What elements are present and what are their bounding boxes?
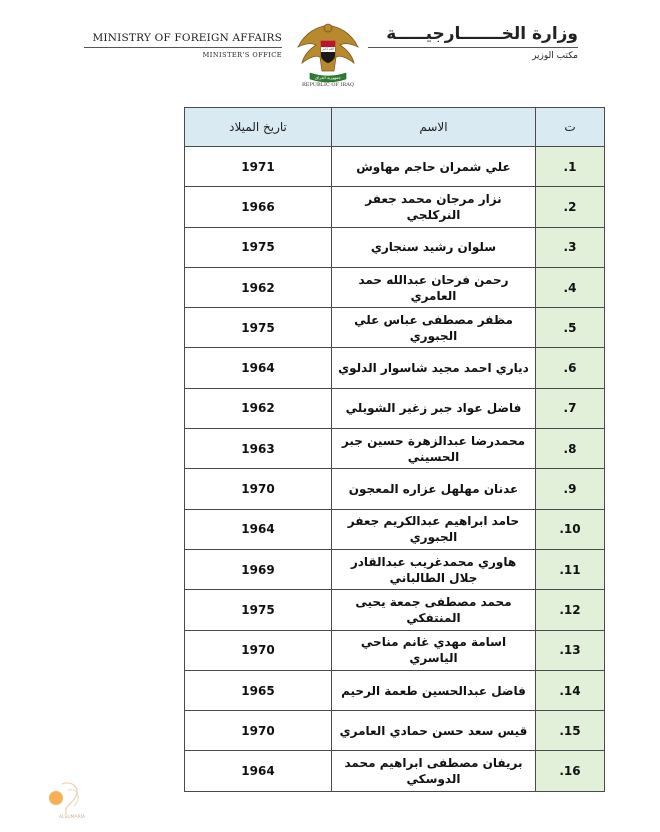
row-birth-year: 1966 (185, 187, 332, 227)
table-body (185, 147, 605, 792)
table-row (185, 348, 605, 388)
row-birth-year: 1970 (185, 711, 332, 751)
names-table (184, 107, 605, 792)
row-number: 2. (536, 187, 605, 227)
row-number: 1. (536, 147, 605, 187)
row-birth-year: 1965 (185, 670, 332, 710)
row-name: عدنان مهلهل عزاره المعجون (332, 469, 536, 509)
row-birth-year: 1964 (185, 509, 332, 549)
row-number: 10. (536, 509, 605, 549)
emblem-banner-text: جمهورية العراق (315, 75, 341, 80)
table-row (185, 388, 605, 428)
header-birth-date: تاريخ الميلاد (185, 108, 332, 147)
header-number: ت (536, 108, 605, 147)
emblem-takbir: الله أكبر (322, 47, 334, 51)
table-row (185, 509, 605, 549)
row-number: 5. (536, 308, 605, 348)
row-number: 12. (536, 590, 605, 630)
row-name: قيس سعد حسن حمادي العامري (332, 711, 536, 751)
row-name: فاضل عبدالحسين طعمة الرحيم (332, 670, 536, 710)
row-name: دياري احمد مجيد شاسوار الدلوي (332, 348, 536, 388)
republic-of-iraq-caption: REPUBLIC OF IRAQ (302, 82, 354, 88)
row-name: بريفان مصطفى ابراهيم محمد الدوسكي (332, 751, 536, 791)
letterhead (0, 0, 660, 100)
row-birth-year: 1964 (185, 751, 332, 791)
ministry-name-arabic: وزارة الخـــــــارجيـــــة (386, 24, 578, 44)
row-name: سلوان رشيد سنجاري (332, 227, 536, 267)
ministry-name-english: MINISTRY OF FOREIGN AFFAIRS (92, 32, 282, 44)
row-name: فاضل عواد جبر زغير الشويلي (332, 388, 536, 428)
row-name: رحمن فرحان عبدالله حمد العامري (332, 267, 536, 307)
table-row (185, 227, 605, 267)
row-number: 15. (536, 711, 605, 751)
row-birth-year: 1975 (185, 227, 332, 267)
row-name: اسامة مهدي غانم مناحي الياسري (332, 630, 536, 670)
divider (84, 47, 282, 48)
row-number: 16. (536, 751, 605, 791)
table-row (185, 187, 605, 227)
header-name: الاسم (332, 108, 536, 147)
row-birth-year: 1964 (185, 348, 332, 388)
row-birth-year: 1971 (185, 147, 332, 187)
office-name-english: MINISTER'S OFFICE (202, 51, 282, 59)
row-birth-year: 1970 (185, 469, 332, 509)
row-name: محمد مصطفى جمعة يحيى المنتفكي (332, 590, 536, 630)
row-name: حامد ابراهيم عبدالكريم جعفر الجبوري (332, 509, 536, 549)
row-name: محمدرضا عبدالزهرة حسين جبر الحسيني (332, 429, 536, 469)
table-row (185, 590, 605, 630)
row-birth-year: 1970 (185, 630, 332, 670)
english-letterhead (84, 32, 282, 59)
table-row (185, 670, 605, 710)
table-row (185, 308, 605, 348)
row-number: 11. (536, 549, 605, 589)
row-birth-year: 1962 (185, 267, 332, 307)
table-row (185, 147, 605, 187)
row-number: 7. (536, 388, 605, 428)
row-number: 6. (536, 348, 605, 388)
table-row (185, 429, 605, 469)
table-row (185, 630, 605, 670)
table-header-row (185, 108, 605, 147)
alsumaria-watermark-logo (42, 776, 102, 822)
row-birth-year: 1975 (185, 590, 332, 630)
row-name: هاوري محمدغريب عبدالقادر جلال الطالباني (332, 549, 536, 589)
row-number: 9. (536, 469, 605, 509)
table-row (185, 549, 605, 589)
row-birth-year: 1969 (185, 549, 332, 589)
row-number: 14. (536, 670, 605, 710)
row-birth-year: 1975 (185, 308, 332, 348)
table-row (185, 267, 605, 307)
row-birth-year: 1962 (185, 388, 332, 428)
row-number: 13. (536, 630, 605, 670)
row-name: مظفر مصطفى عباس علي الجبوري (332, 308, 536, 348)
row-birth-year: 1963 (185, 429, 332, 469)
table-row (185, 469, 605, 509)
table-row (185, 711, 605, 751)
office-name-arabic: مكتب الوزير (532, 51, 578, 61)
row-name: نزار مرجان محمد جعفر النركلجي (332, 187, 536, 227)
divider (368, 47, 578, 48)
row-name: علي شمران حاجم مهاوش (332, 147, 536, 187)
table-row (185, 751, 605, 791)
row-number: 4. (536, 267, 605, 307)
row-number: 8. (536, 429, 605, 469)
row-number: 3. (536, 227, 605, 267)
arabic-letterhead (368, 24, 578, 61)
watermark-label: ALSUMARIA (58, 815, 86, 820)
